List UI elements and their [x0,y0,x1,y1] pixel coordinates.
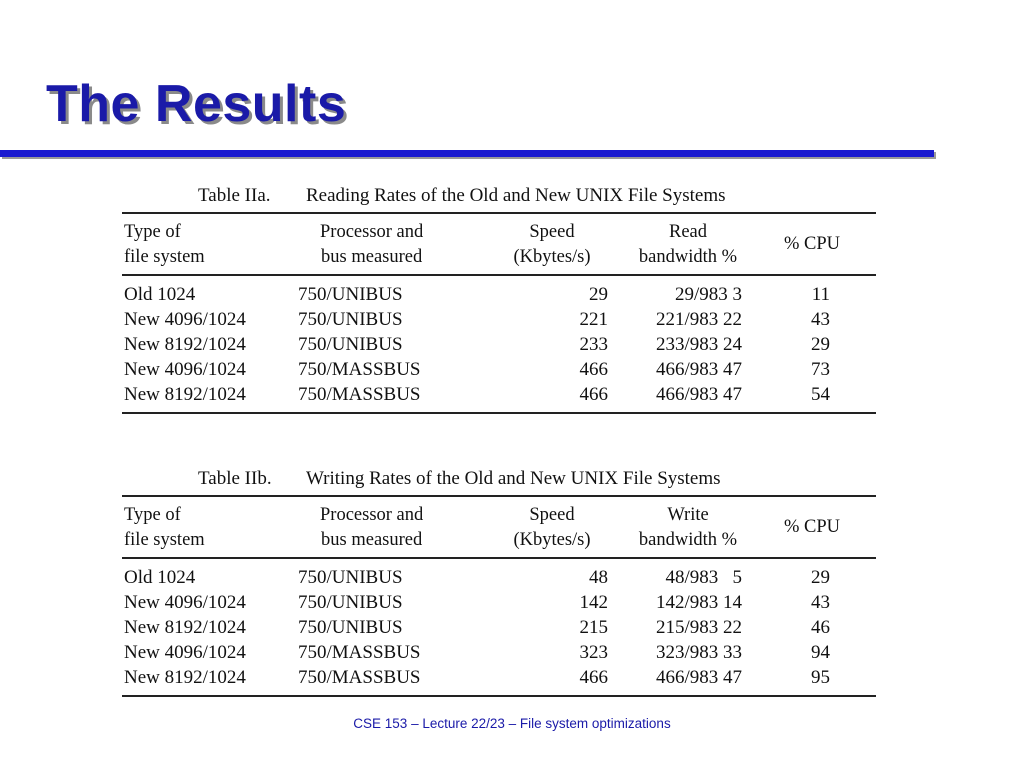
reading-rates-table [122,180,876,414]
cell-processor: 750/UNIBUS [298,334,403,355]
cell-speed: 323 [579,642,608,663]
header-speed: Speed (Kbytes/s) [513,222,591,267]
cell-bandwidth: 466/983 47 [655,667,742,688]
cell-bandwidth: 466/983 47 [655,384,742,405]
cell-processor: 750/MASSBUS [298,667,421,688]
cell-bandwidth: 48/983 5 [665,567,742,588]
cell-speed: 29 [589,284,608,305]
title-divider [0,150,934,157]
table-number: Table IIa. [198,185,271,206]
header-type: Type of file system [124,505,205,550]
table-row [122,282,876,307]
table-body [122,559,876,695]
cell-processor: 750/UNIBUS [298,309,403,330]
cell-type: New 4096/1024 [124,309,246,330]
header-bandwidth: Write bandwidth % [638,505,738,550]
cell-processor: 750/MASSBUS [298,359,421,380]
slide-title: The Results [46,75,347,133]
table-bottom-rule [122,695,876,697]
table-header [122,497,876,557]
cell-cpu: 54 [811,384,830,405]
cell-cpu: 94 [811,642,830,663]
table-row [122,565,876,590]
cell-type: New 4096/1024 [124,642,246,663]
cell-cpu: 29 [811,334,830,355]
cell-processor: 750/MASSBUS [298,384,421,405]
header-speed: Speed (Kbytes/s) [513,505,591,550]
cell-cpu: 46 [811,617,830,638]
cell-speed: 48 [589,567,608,588]
cell-speed: 142 [579,592,608,613]
table-caption-text: Writing Rates of the Old and New UNIX File Systems [306,468,721,489]
cell-cpu: 11 [811,284,830,305]
table-row [122,307,876,332]
cell-type: Old 1024 [124,284,196,305]
table-caption [122,180,876,212]
header-bandwidth: Read bandwidth % [638,222,738,267]
cell-processor: 750/UNIBUS [298,617,403,638]
cell-type: Old 1024 [124,567,196,588]
cell-processor: 750/UNIBUS [298,284,403,305]
cell-speed: 233 [579,334,608,355]
header-processor: Processor and bus measured [320,505,424,550]
cell-type: New 4096/1024 [124,359,246,380]
header-cpu: % CPU [784,234,841,254]
cell-type: New 8192/1024 [124,667,246,688]
slide-footer: CSE 153 – Lecture 22/23 – File system optimizations [353,716,671,731]
table-row [122,615,876,640]
cell-bandwidth: 142/983 14 [655,592,742,613]
cell-cpu: 43 [811,592,830,613]
cell-bandwidth: 29/983 3 [674,284,742,305]
cell-speed: 221 [579,309,608,330]
cell-type: New 4096/1024 [124,592,246,613]
cell-speed: 466 [579,667,608,688]
header-type: Type of file system [124,222,205,267]
table-row [122,357,876,382]
table-row [122,332,876,357]
cell-bandwidth: 323/983 33 [655,642,742,663]
cell-processor: 750/UNIBUS [298,592,403,613]
writing-rates-table [122,463,876,697]
table-caption-text: Reading Rates of the Old and New UNIX File Systems [306,185,726,206]
cell-cpu: 43 [811,309,830,330]
table-header [122,214,876,274]
cell-speed: 215 [579,617,608,638]
cell-speed: 466 [579,359,608,380]
table-row [122,640,876,665]
cell-processor: 750/MASSBUS [298,642,421,663]
cell-bandwidth: 215/983 22 [655,617,742,638]
cell-cpu: 95 [811,667,830,688]
cell-processor: 750/UNIBUS [298,567,403,588]
table-bottom-rule [122,412,876,414]
cell-cpu: 73 [811,359,830,380]
cell-type: New 8192/1024 [124,384,246,405]
cell-bandwidth: 233/983 24 [655,334,742,355]
table-number: Table IIb. [198,468,272,489]
cell-cpu: 29 [811,567,830,588]
table-caption [122,463,876,495]
cell-type: New 8192/1024 [124,334,246,355]
cell-bandwidth: 466/983 47 [655,359,742,380]
table-body [122,276,876,412]
header-processor: Processor and bus measured [320,222,424,267]
cell-type: New 8192/1024 [124,617,246,638]
cell-bandwidth: 221/983 22 [655,309,742,330]
cell-speed: 466 [579,384,608,405]
table-row [122,590,876,615]
header-cpu: % CPU [784,517,841,537]
table-row [122,382,876,407]
table-row [122,665,876,690]
